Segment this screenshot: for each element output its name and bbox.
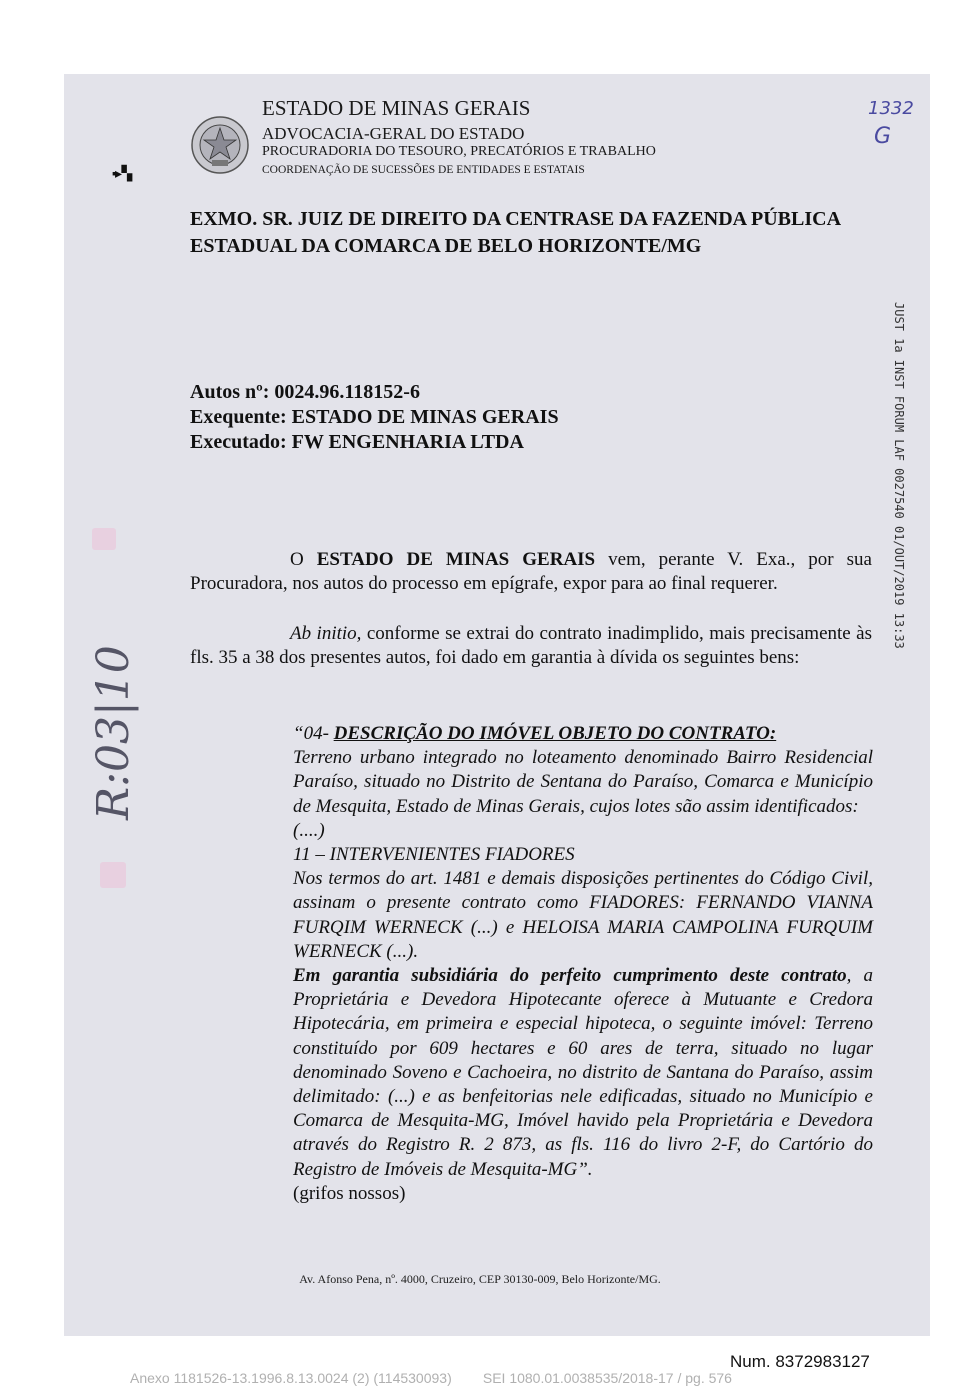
quote-ellipsis: (....) (293, 819, 325, 841)
case-number: Autos nº: 0024.96.118152-6 (190, 381, 420, 403)
intro-text: vem, perante V. Exa., por sua Procuradora, nos autos do processo em epígrafe, expor para ao final requerer. (190, 549, 872, 594)
quote-paragraph-3-text: , a Proprietária e Devedora Hipotecante oferece à Mutuante e Credora Hipotecária, em primeira e especial hipoteca, o seguinte imóvel: Terreno constituído por 609 hectares e 60 ares de terra, situado no lugar denominado Soveno e Cachoeira, no distrito de Santana do Paraíso, assim delimitado: (...) e as benfeitorias nele edificadas, situado no Município e Comarca de Mesquita-MG, Imóvel havido pela Proprietária e Devedora através do Registro R. 2 873, as fls. 116 do livro 2-F, do Cartório do Registro de Imóveis de Mesquita-MG”. (293, 965, 874, 1180)
case-parties (190, 380, 559, 455)
scan-blemish (92, 528, 116, 550)
handwritten-page-number: 1332 (868, 98, 914, 119)
header-coordination: COORDENAÇÃO DE SUCESSÕES DE ENTIDADES E ESTATAIS (262, 164, 585, 176)
contract-quote (293, 722, 873, 1206)
coat-of-arms-seal-icon (190, 114, 250, 176)
quote-title-prefix: “04- (293, 723, 334, 744)
addressee-block (190, 206, 880, 260)
intro-bold-party: ESTADO DE MINAS GERAIS (316, 549, 596, 570)
addressee-line-2: ESTADUAL DA COMARCA DE BELO HORIZONTE/MG (190, 235, 702, 257)
header-state: ESTADO DE MINAS GERAIS (262, 96, 531, 120)
quote-title-text: DESCRIÇÃO DO IMÓVEL OBJETO DO CONTRATO: (333, 723, 777, 744)
court-protocol-stamp: JUST 1a INST FORUM LAF 0027540 01/OUT/2019 13:33 (892, 302, 906, 649)
addressee-line-1: EXMO. SR. JUIZ DE DIREITO DA CENTRASE DA FAZENDA PÚBLICA (190, 208, 842, 230)
header-agency: ADVOCACIA-GERAL DO ESTADO (262, 124, 525, 143)
scan-blemish (100, 862, 126, 888)
handwritten-initial: G (874, 124, 892, 149)
quote-title (293, 722, 873, 746)
quote-paragraph-1: Terreno urbano integrado no loteamento denominado Bairro Residencial Paraíso, situado no Distrito de Sentana do Paraíso, Comarca e Município de Mesquita, Estado de Minas Gerais, cujos lotes são assim identificados: (293, 747, 873, 817)
annex-reference: Anexo 1181526-13.1996.8.13.0024 (2) (114530093) SEI 1080.01.0038535/2018-17 / pg. 576 (130, 1370, 732, 1386)
footer-address: Av. Afonso Pena, nº. 4000, Cruzeiro, CEP 30130-009, Belo Horizonte/MG. (299, 1272, 661, 1286)
ab-initio-text: conforme se extrai do contrato inadimplido, mais precisamente às fls. 35 a 38 dos presentes autos, foi dado em garantia à dívida os seguintes bens: (190, 623, 872, 668)
ab-initio-italic: Ab initio, (290, 623, 362, 644)
emphasis-note: (grifos nossos) (293, 1182, 406, 1204)
case-debtor: Executado: FW ENGENHARIA LTDA (190, 431, 524, 453)
intro-prefix: O (290, 549, 317, 570)
intro-paragraph (190, 548, 872, 596)
case-creditor: Exequente: ESTADO DE MINAS GERAIS (190, 406, 559, 428)
header-department: PROCURADORIA DO TESOURO, PRECATÓRIOS E TRABALHO (262, 144, 656, 159)
handwritten-side-note: R:03|10 (88, 645, 139, 820)
document-number: Num. 8372983127 (730, 1352, 870, 1371)
ab-initio-paragraph (190, 622, 872, 670)
quote-paragraph-3 (293, 964, 873, 1182)
quote-bold-guarantee: Em garantia subsidiária do perfeito cumprimento deste contrato (293, 965, 847, 987)
scan-marks: ▪▸ ▚ (112, 167, 131, 182)
quote-section-heading: 11 – INTERVENIENTES FIADORES (293, 844, 575, 866)
quote-paragraph-2: Nos termos do art. 1481 e demais disposições pertinentes do Código Civil, assinam o presente contrato como FIADORES: FERNANDO VIANNA FURQIM WERNECK (...) e HELOISA MARIA CAMPOLINA FURQUIM WERNECK (...). (293, 868, 873, 962)
